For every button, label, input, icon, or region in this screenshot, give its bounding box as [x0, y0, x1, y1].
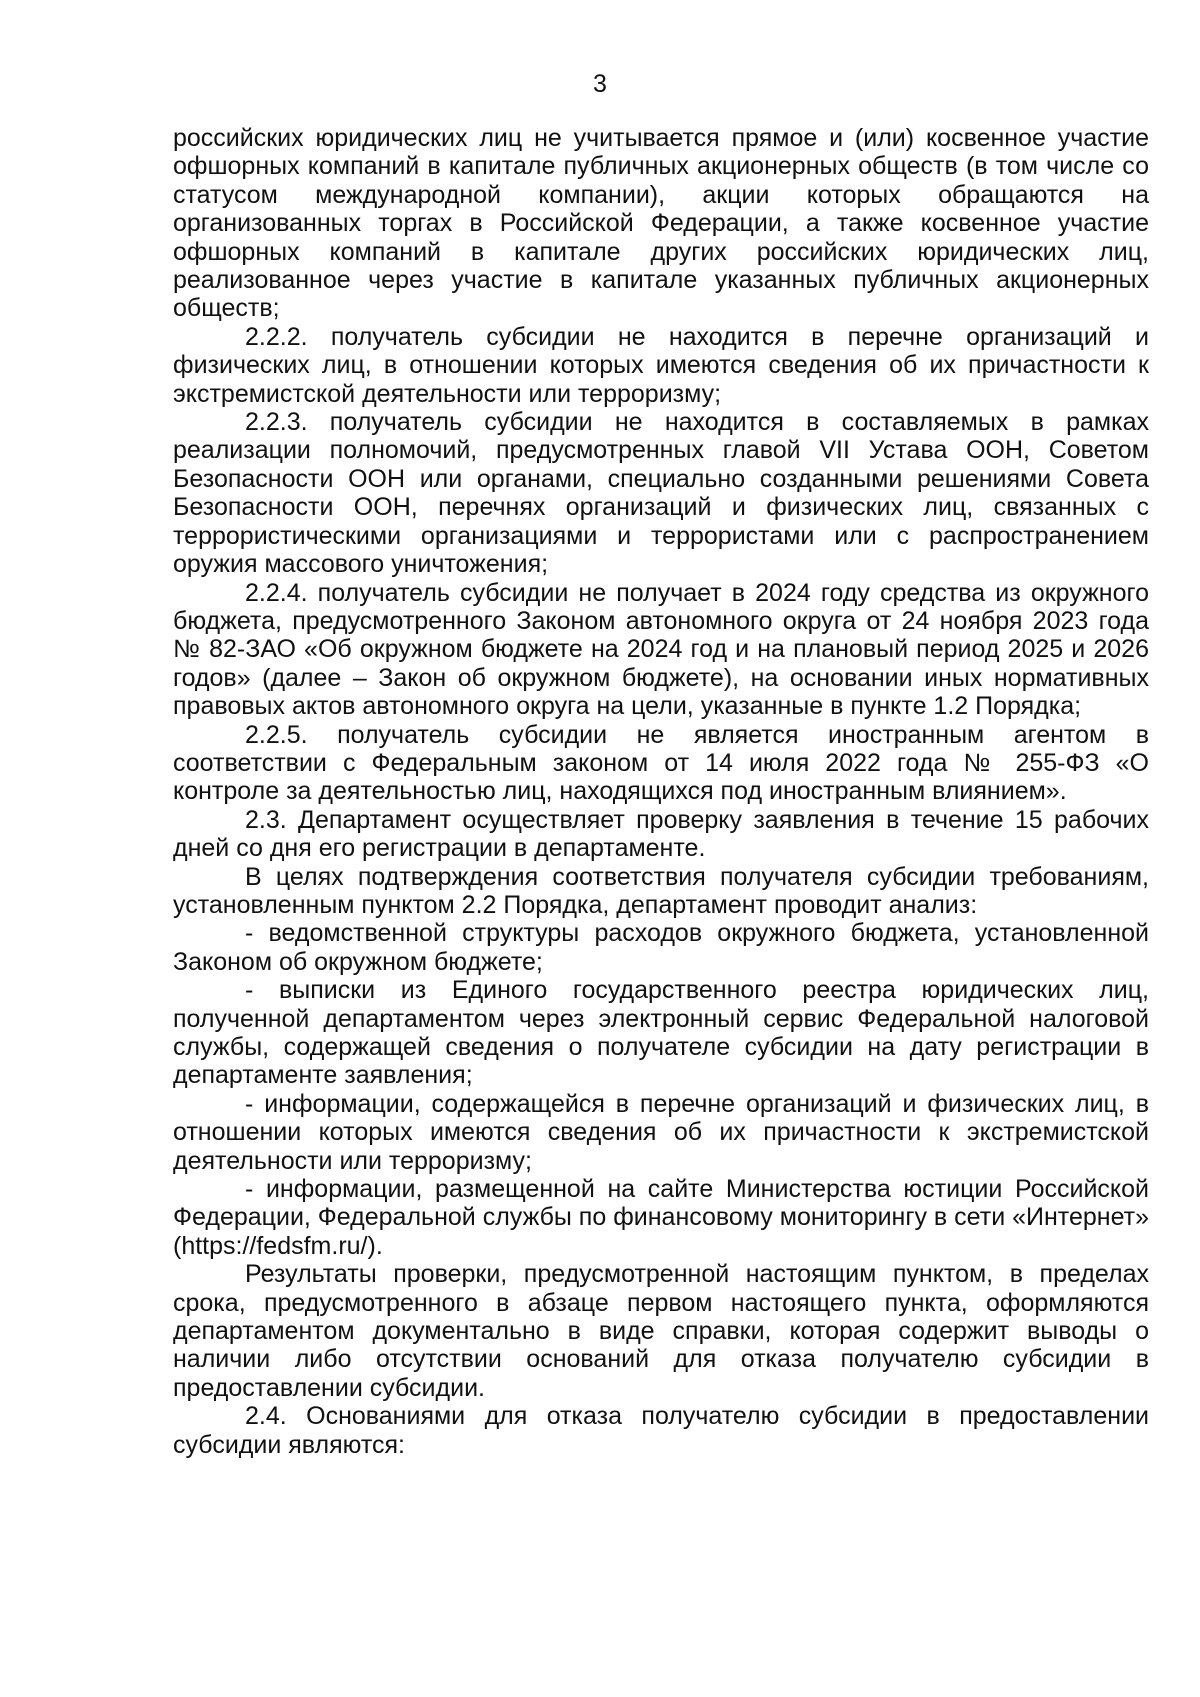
list-item-egrul-extract: - выписки из Единого государственного реестра юридических лиц, полученной департаментом через электронный сервис Федеральной налоговой службы, содержащей сведения о получателе субсидии на дату регистрации в департаменте заявления; — [173, 976, 1149, 1090]
paragraph-2-4: 2.4. Основаниями для отказа получателю субсидии в предоставлении субсидии являются: — [173, 1402, 1149, 1459]
paragraph-analysis-intro: В целях подтверждения соответствия получателя субсидии требованиям, установленным пунктом 2.2 Порядка, департамент проводит анализ: — [173, 862, 1149, 919]
list-item-extremism-list: - информации, содержащейся в перечне организаций и физических лиц, в отношении которых имеются сведения об их причастности к экстремистской деятельности или терроризму; — [173, 1089, 1149, 1175]
list-item-website-info: - информации, размещенной на сайте Министерства юстиции Российской Федерации, Федеральной службы по финансовому мониторингу в сети «Интернет» (https://fedsfm.ru/). — [173, 1175, 1149, 1260]
paragraph-2-2-4: 2.2.4. получатель субсидии не получает в 2024 году средства из окружного бюджета, предусмотренного Законом автономного округа от 24 ноября 2023 года № 82-ЗАО «Об окружном бюджете на 2024 год и на плановый период 2025 и 2026 годов» (далее – Закон об окружном бюджете), на основании иных нормативных правовых актов автономного округа на цели, указанные в пункте 1.2 Порядка; — [173, 578, 1149, 721]
paragraph-2-2-5: 2.2.5. получатель субсидии не является иностранным агентом в соответствии с Федеральным законом от 14 июля 2022 года № 255-ФЗ «О контроле за деятельностью лиц, находящихся под иностранным влиянием». — [173, 720, 1149, 806]
paragraph-2-2-3: 2.2.3. получатель субсидии не находится в составляемых в рамках реализации полномочий, предусмотренных главой VII Устава ООН, Советом Безопасности ООН или органами, специально созданными решениями Совета Безопасности ООН, перечнях организаций и физических лиц, связанных с террористическими организациями и террористами или с распространением оружия массового уничтожения; — [173, 408, 1149, 579]
paragraph-check-results: Результаты проверки, предусмотренной настоящим пунктом, в пределах срока, предусмотренного в абзаце первом настоящего пункта, оформляются департаментом документально в виде справки, которая содержит выводы о наличии либо отсутствии оснований для отказа получателю субсидии в предоставлении субсидии. — [173, 1260, 1149, 1402]
page-number: 3 — [593, 70, 607, 98]
list-item-budget-structure: - ведомственной структуры расходов окружного бюджета, установленной Законом об окружном бюджете; — [173, 919, 1149, 976]
paragraph-2-3: 2.3. Департамент осуществляет проверку заявления в течение 15 рабочих дней со дня его регистрации в департаменте. — [173, 805, 1149, 863]
paragraph-2-2-2: 2.2.2. получатель субсидии не находится в перечне организаций и физических лиц, в отношении которых имеются сведения об их причастности к экстремистской деятельности или терроризму; — [173, 322, 1149, 408]
document-body — [173, 124, 1149, 1459]
paragraph-continuation: российских юридических лиц не учитывается прямое и (или) косвенное участие офшорных компаний в капитале публичных акционерных обществ (в том числе со статусом международной компании), акции которых обращаются на организованных торгах в Российской Федерации, а также косвенное участие офшорных компаний в капитале других российских юридических лиц, реализованное через участие в капитале указанных публичных акционерных обществ; — [173, 124, 1149, 323]
